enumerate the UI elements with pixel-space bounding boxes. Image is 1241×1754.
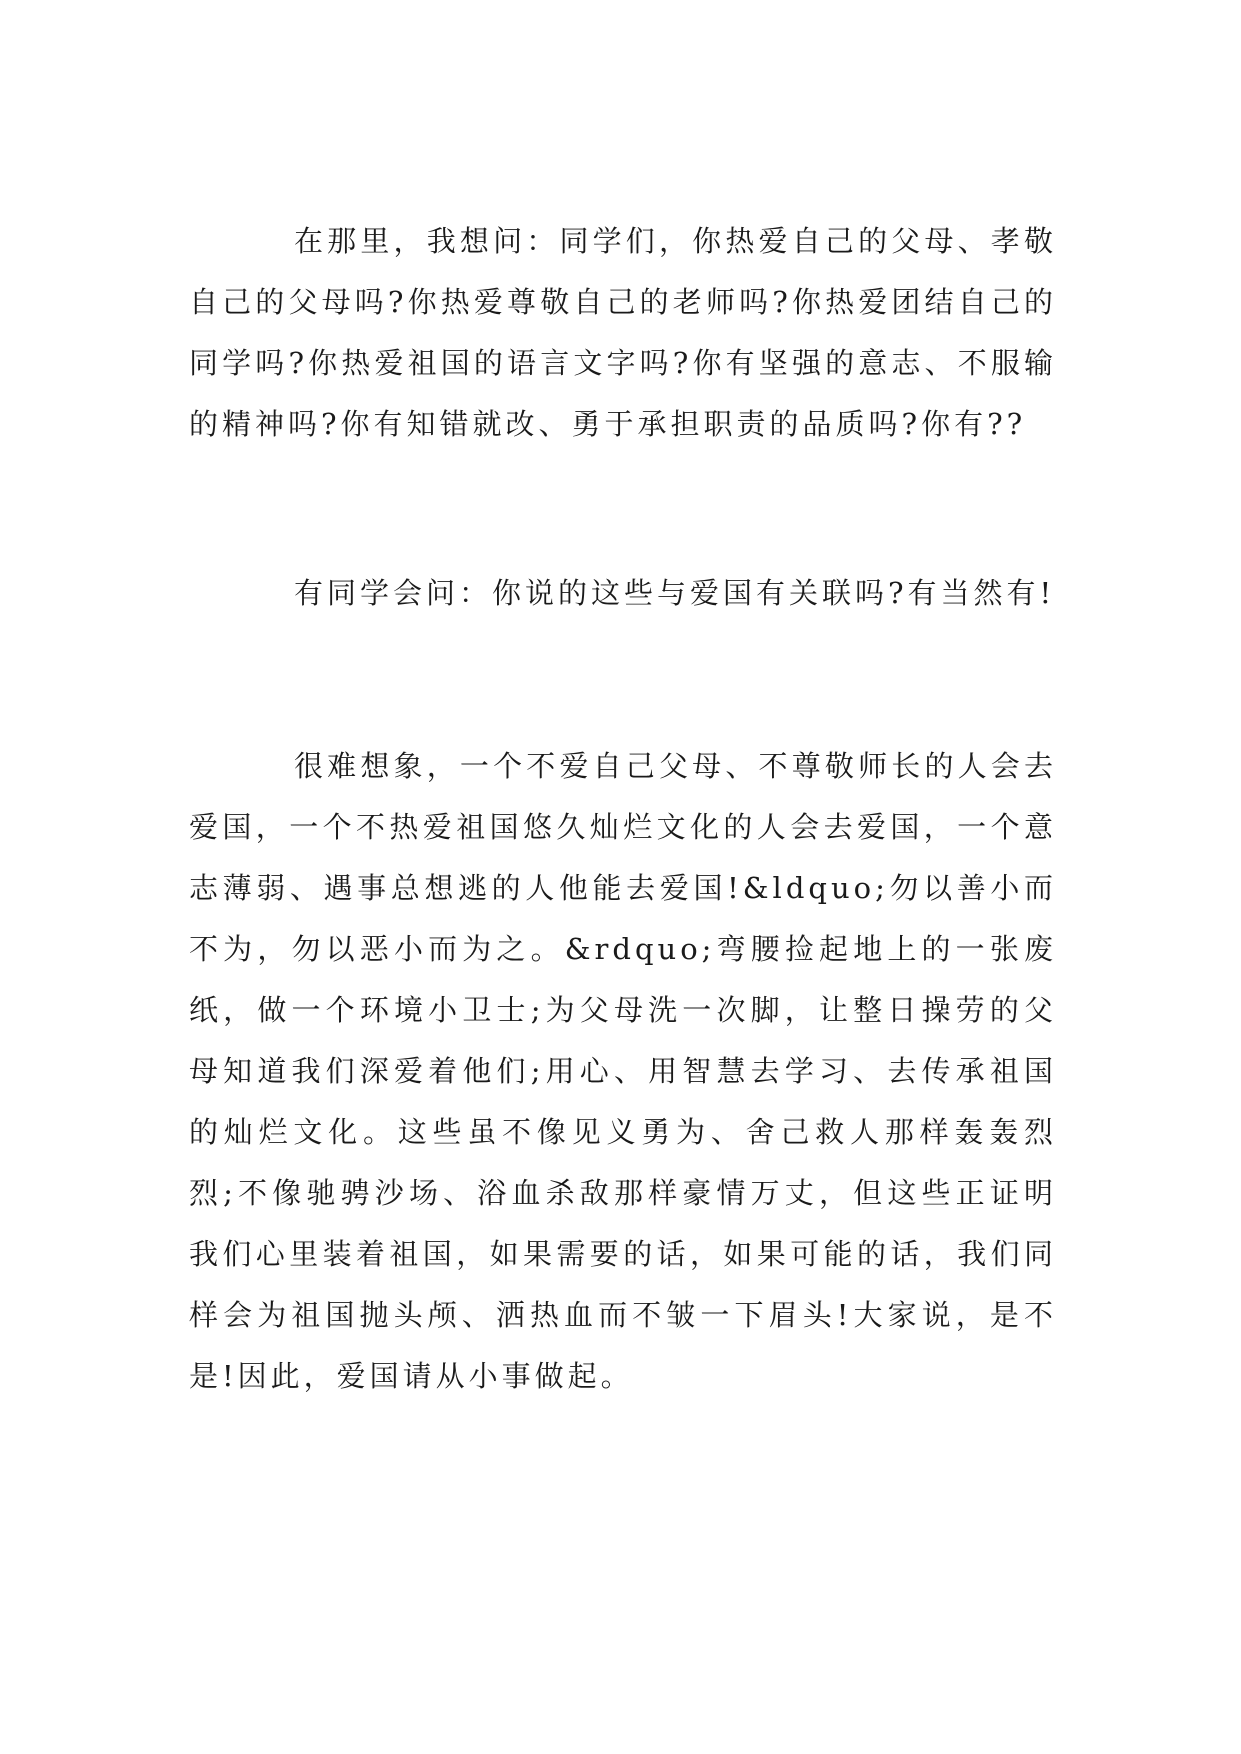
paragraph-small-things: 很难想象，一个不爱自己父母、不尊敬师长的人会去爱国，一个不热爱祖国悠久灿烂文化的人会去爱国，一个意志薄弱、遇事总想逃的人他能去爱国!&ldquo;勿以善小而不为，勿以恶小而为之。&rdquo;弯腰捡起地上的一张废纸，做一个环境小卫士;为父母洗一次脚，让整日操劳的父母知道我们深爱着他们;用心、用智慧去学习、去传承祖国的灿烂文化。这些虽不像见义勇为、舍己救人那样轰轰烈烈;不像驰骋沙场、浴血杀敌那样豪情万丈，但这些正证明我们心里装着祖国，如果需要的话，如果可能的话，我们同样会为祖国抛头颅、洒热血而不皱一下眉头!大家说，是不是!因此，爱国请从小事做起。 — [189, 749, 1057, 1393]
paragraph-answer: 有同学会问：你说的这些与爱国有关联吗?有当然有! — [294, 576, 1056, 610]
paragraph-questions: 在那里，我想问：同学们，你热爱自己的父母、孝敬自己的父母吗?你热爱尊敬自己的老师吗?你热爱团结自己的同学吗?你热爱祖国的语言文字吗?你有坚强的意志、不服输的精神吗?你有知错就改、勇于承担职责的品质吗?你有?? — [189, 224, 1057, 441]
